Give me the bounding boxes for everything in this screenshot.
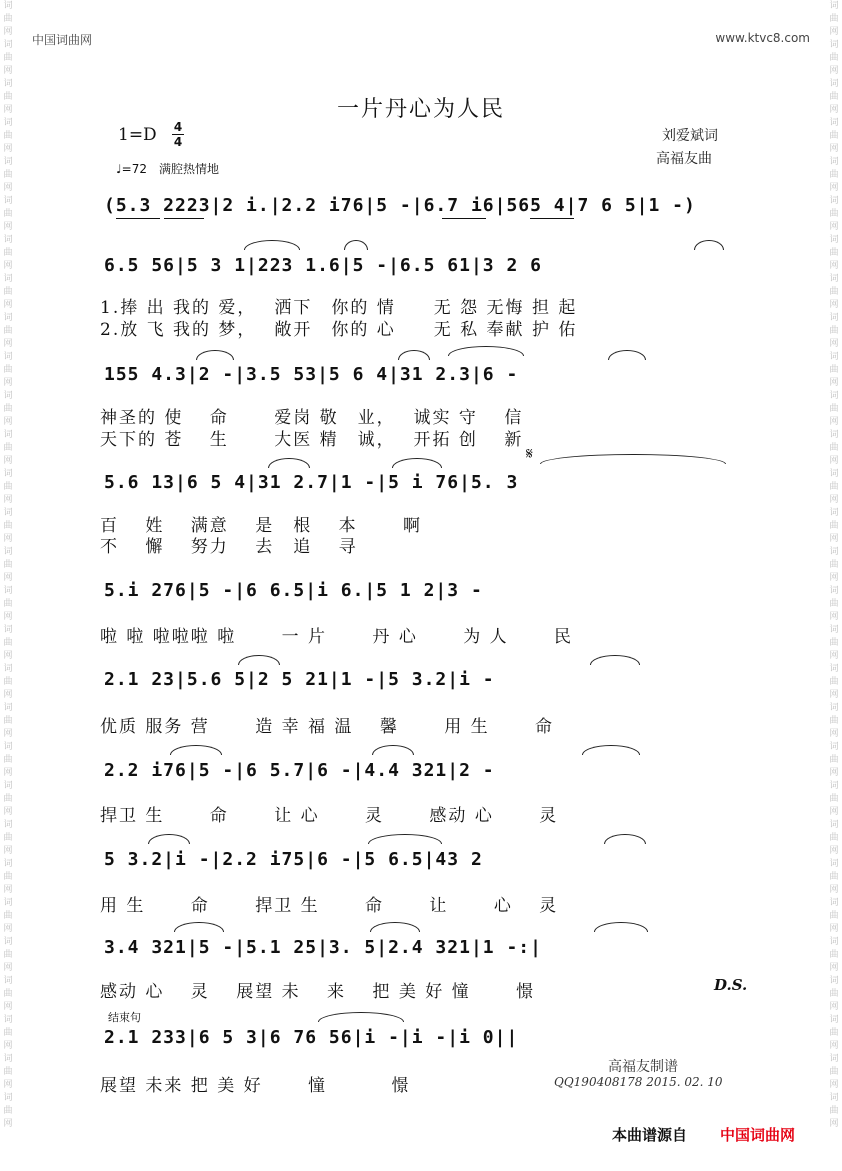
key-signature: 1=D	[118, 125, 157, 145]
notation-line-2: 155 4.3|2 -|3.5 53|5 6 4|31 2.3|6 -	[104, 364, 519, 385]
time-signature-top: 4	[173, 120, 183, 134]
lyrics-line-2-verse-1: 神圣的 使 命 爱岗 敬 业， 诚实 守 信	[100, 408, 524, 428]
beam-line	[164, 218, 204, 219]
lyrics-line-8: 感动 心 灵 展望 未 来 把 美 好 憧 憬	[100, 982, 536, 1002]
slur-mark	[604, 834, 646, 844]
slur-mark	[244, 240, 300, 250]
tempo-marking: ♩=72 满腔热情地	[116, 162, 219, 176]
slur-mark	[318, 1012, 404, 1022]
slur-mark	[398, 350, 430, 360]
notation-line-7: 5 3.2|i -|2.2 i75|6 -|5 6.5|43 2	[104, 849, 483, 870]
slur-mark	[174, 922, 224, 932]
lyrics-line-5: 优质 服务 营 造 幸 福 温 馨 用 生 命	[100, 717, 555, 737]
slur-mark	[608, 350, 646, 360]
time-signature-bottom: 4	[173, 135, 183, 149]
site-name[interactable]: 中国词曲网	[32, 33, 93, 47]
beam-line	[530, 218, 574, 219]
lyrics-line-7: 用 生 命 捍卫 生 命 让 心 灵	[100, 896, 559, 916]
song-title: 一片丹心为人民	[336, 97, 505, 122]
notation-line-intro: (5.3 2223|2 i.|2.2 i76|5 -|6.7 i6|565 4|7 6 5|1 -)	[104, 195, 696, 216]
dal-segno-mark: D.S.	[714, 976, 748, 994]
transcriber: 高福友制谱	[608, 1059, 678, 1075]
site-url[interactable]: www.ktvc8.com	[715, 31, 810, 45]
lyrics-line-2-verse-2: 天下的 苍 生 大医 精 诚， 开拓 创 新	[100, 430, 524, 450]
lyrics-line-1-verse-2: 2.放 飞 我的 梦， 敞开 你的 心 无 私 奉献 护 佑	[100, 320, 578, 340]
notation-line-ending: 2.1 233|6 5 3|6 76 56|i -|i -|i 0||	[104, 1027, 519, 1048]
source-prefix: 本曲谱源自	[612, 1126, 688, 1144]
beam-line	[116, 218, 160, 219]
slur-mark	[582, 745, 640, 755]
segno-sign: 𝄋	[526, 444, 533, 463]
slur-mark	[392, 458, 442, 468]
ending-label: 结束句	[108, 1011, 141, 1024]
slur-mark	[594, 922, 648, 932]
slur-mark	[540, 454, 726, 464]
slur-mark	[694, 240, 724, 250]
time-signature	[172, 121, 184, 148]
notation-line-6: 2.2 i76|5 -|6 5.7|6 -|4.4 321|2 -	[104, 760, 495, 781]
lyrics-line-6: 捍卫 生 命 让 心 灵 感动 心 灵	[100, 806, 559, 826]
slur-mark	[170, 745, 222, 755]
slur-mark	[370, 922, 420, 932]
notation-line-8: 3.4 321|5 -|5.1 25|3. 5|2.4 321|1 -:|	[104, 937, 542, 958]
slur-mark	[448, 346, 524, 356]
lyrics-line-4: 啦 啦 啦啦啦 啦 一 片 丹 心 为 人 民	[100, 627, 574, 647]
notation-line-1: 6.5 56|5 3 1|223 1.6|5 -|6.5 61|3 2 6	[104, 255, 542, 276]
lyrics-line-1-verse-1: 1.捧 出 我的 爱， 洒下 你的 情 无 怨 无悔 担 起	[100, 298, 578, 318]
lyrics-line-3-verse-1: 百 姓 满意 是 根 本 啊	[100, 516, 423, 536]
slur-mark	[590, 655, 640, 665]
slur-mark	[368, 834, 442, 844]
source-site-link[interactable]: 中国词曲网	[720, 1126, 796, 1144]
slur-mark	[148, 834, 190, 844]
lyrics-line-ending: 展望 未来 把 美 好 憧 憬	[100, 1076, 411, 1096]
slur-mark	[344, 240, 368, 250]
notation-line-3: 5.6 13|6 5 4|31 2.7|1 -|5 i 76|5. 3	[104, 472, 519, 493]
notation-line-4: 5.i 276|5 -|6 6.5|i 6.|5 1 2|3 -	[104, 580, 483, 601]
lyricist: 刘爱斌词	[662, 128, 718, 144]
slur-mark	[268, 458, 310, 468]
slur-mark	[238, 655, 280, 665]
slur-mark	[372, 745, 414, 755]
side-watermark-left: 词曲网词曲网词曲网词曲网词曲网词曲网词曲网词曲网词曲网词曲网词曲网词曲网词曲网词曲网词曲网词曲网词曲网词曲网词曲网词曲网词曲网词曲网词曲网词曲网词曲网词曲网词曲网词曲网词曲网	[3, 1, 13, 1129]
side-watermark-right: 词曲网词曲网词曲网词曲网词曲网词曲网词曲网词曲网词曲网词曲网词曲网词曲网词曲网词曲网词曲网词曲网词曲网词曲网词曲网词曲网词曲网词曲网词曲网词曲网词曲网词曲网词曲网词曲网词曲网	[829, 1, 839, 1129]
lyrics-line-3-verse-2: 不 懈 努力 去 追 寻	[100, 537, 358, 557]
slur-mark	[196, 350, 234, 360]
transcriber-contact-date: QQ190408178 2015. 02. 10	[554, 1075, 723, 1089]
notation-line-5: 2.1 23|5.6 5|2 5 21|1 -|5 3.2|i -	[104, 669, 495, 690]
beam-line	[442, 218, 486, 219]
composer: 高福友曲	[656, 151, 712, 167]
